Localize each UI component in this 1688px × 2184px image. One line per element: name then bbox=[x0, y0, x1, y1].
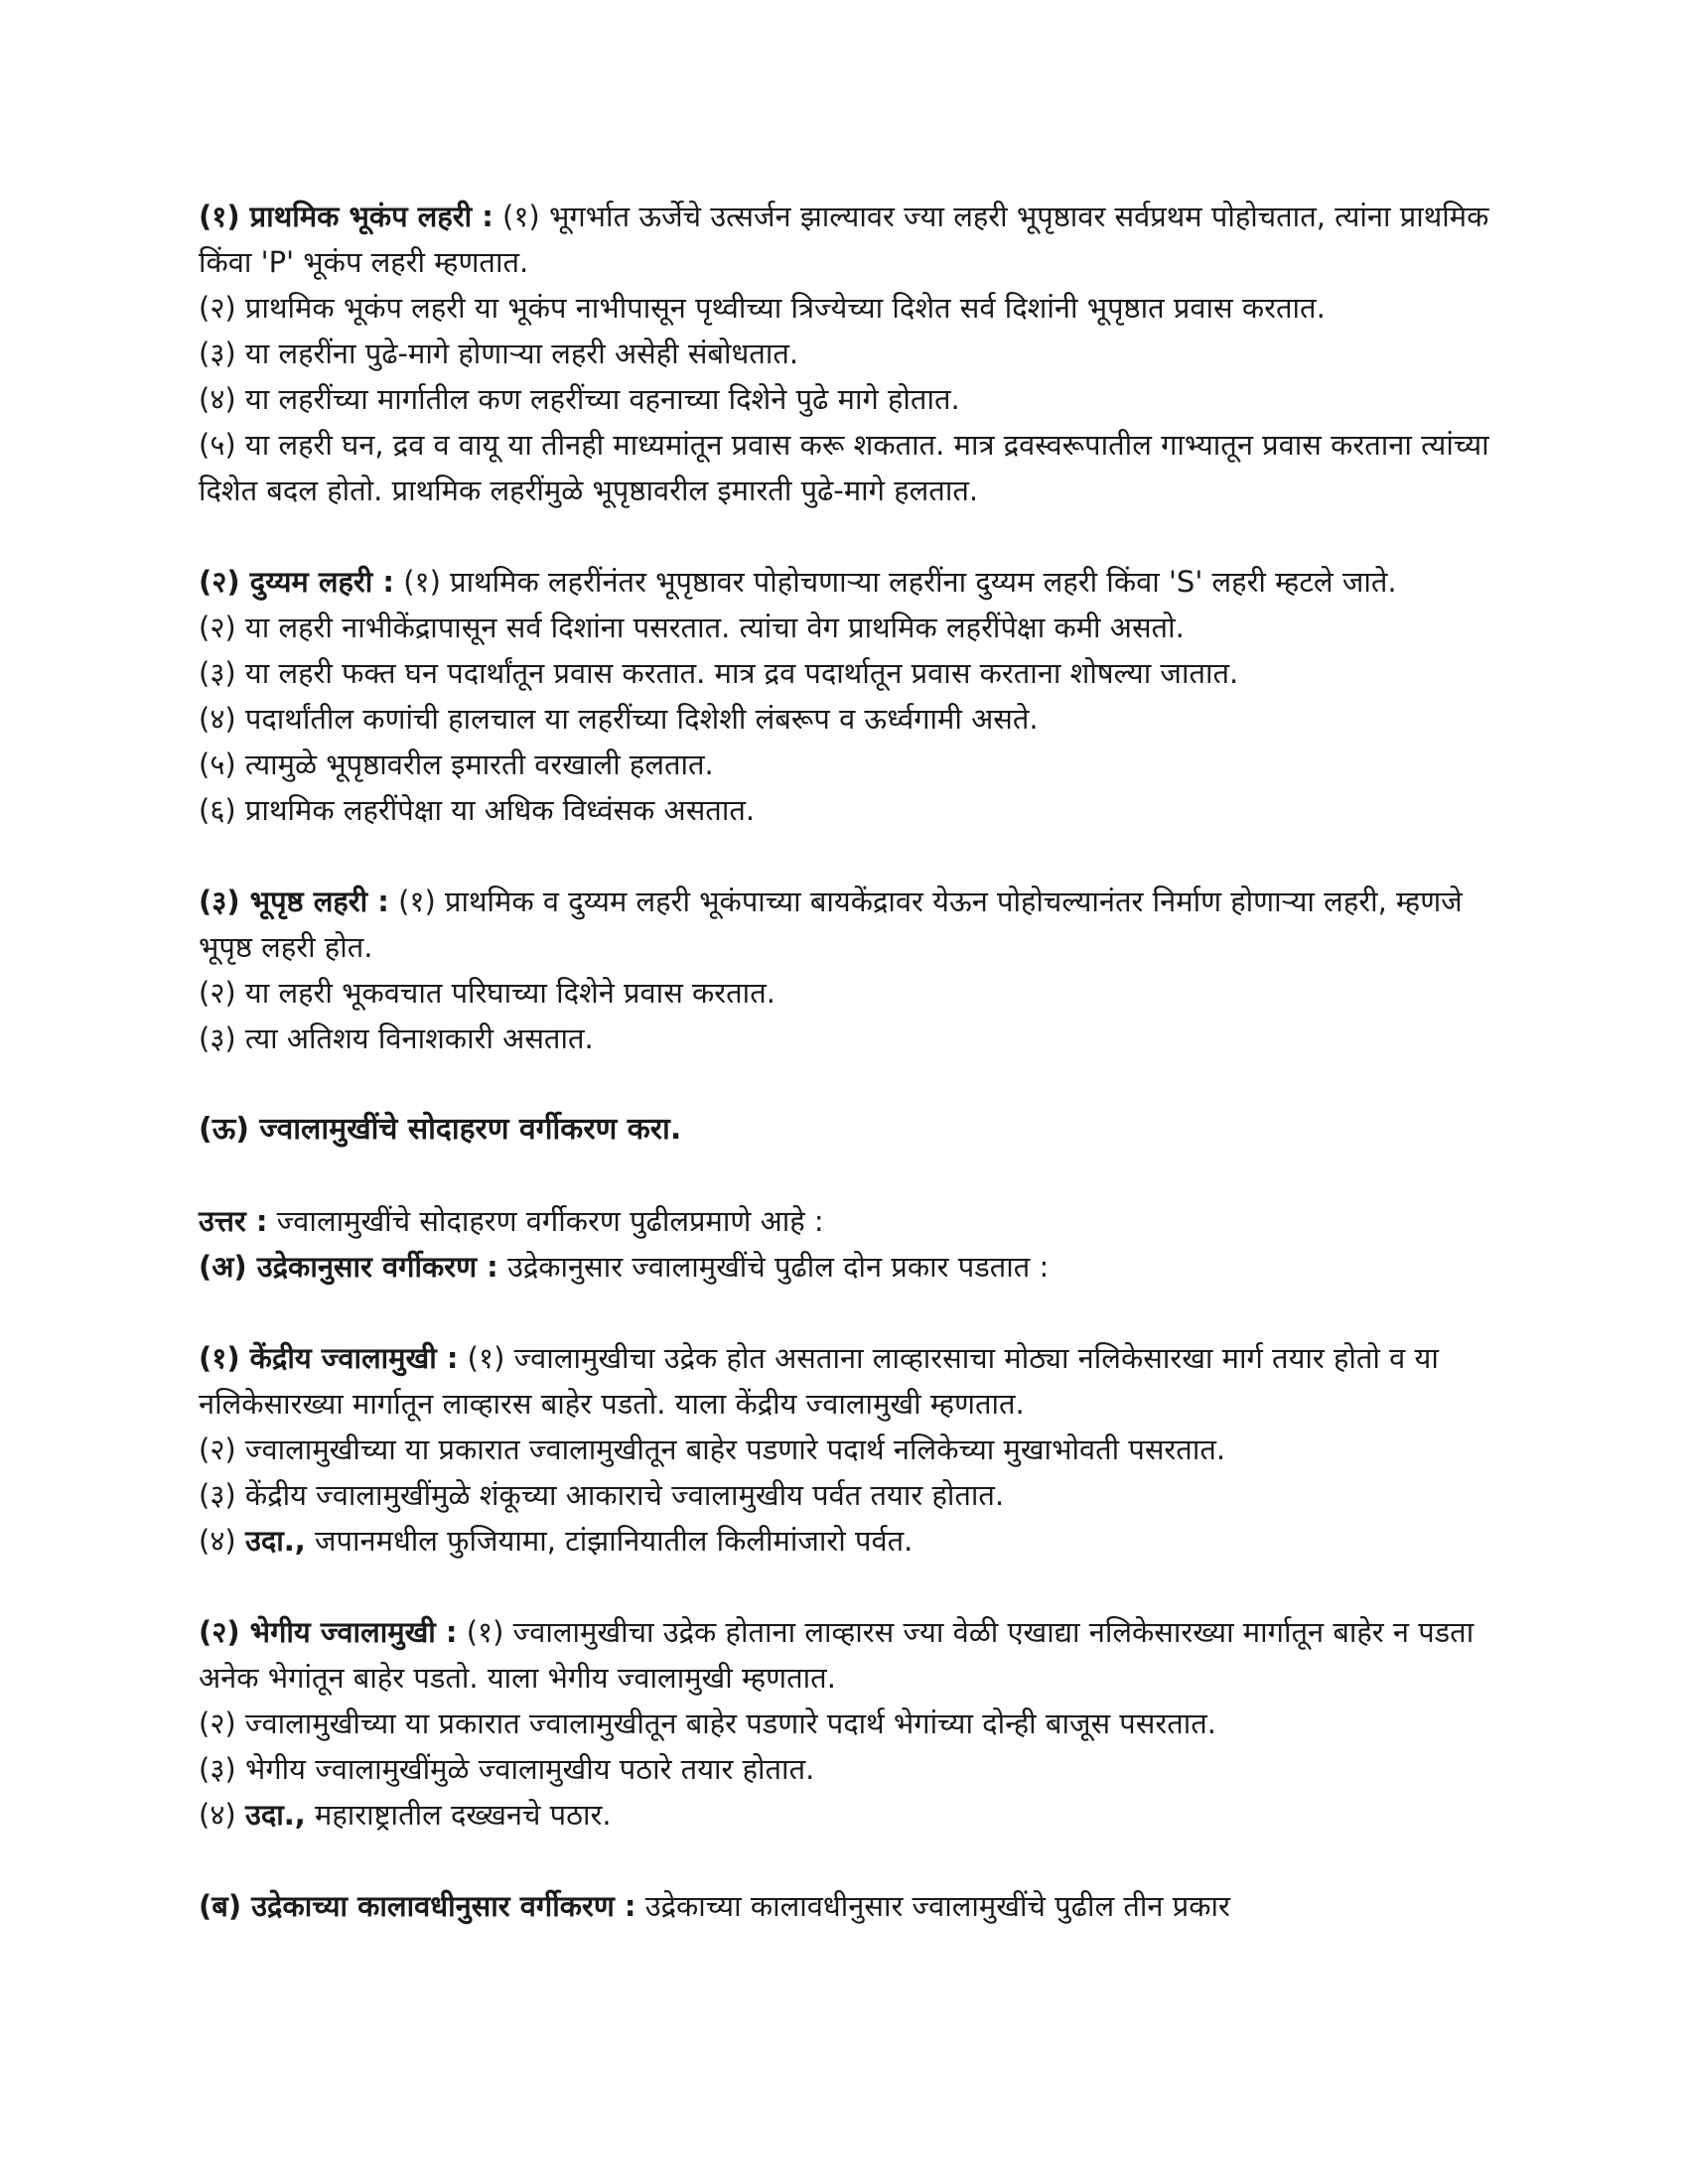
paragraph: (५) या लहरी घन, द्रव व वायू या तीनही माध्यमांतून प्रवास करू शकतात. मात्र द्रवस्वरूपातील गाभ्यातून प्रवास करताना त्यांच्या दिशेत बदल होतो. प्राथमिक लहरींमुळे भूपृष्ठावरील इमारती पुढे-मागे हलतात. bbox=[199, 428, 1489, 507]
section-heading: (१) केंद्रीय ज्वालामुखी : bbox=[199, 1341, 459, 1375]
subsection-heading: (अ) उद्रेकानुसार वर्गीकरण : bbox=[199, 1250, 498, 1284]
example-label: उदा., bbox=[244, 1524, 306, 1558]
paragraph: (३) केंद्रीय ज्वालामुखींमुळे शंकूच्या आकाराचे ज्वालामुखीय पर्वत तयार होतात. bbox=[199, 1478, 1005, 1512]
section-primary-waves bbox=[199, 194, 1509, 513]
paragraph-text: (१) ज्वालामुखीचा उद्रेक होत असताना लाव्हारसाचा मोठ्या नलिकेसारखा मार्ग तयार होतो व या नलिकेसारख्या मार्गातून लाव्हारस बाहेर पडतो. याला केंद्रीय ज्वालामुखी म्हणतात. bbox=[199, 1341, 1439, 1421]
paragraph bbox=[199, 194, 1509, 285]
section-secondary-waves bbox=[199, 559, 1509, 833]
paragraph: (३) या लहरींना पुढे-मागे होणाऱ्या लहरी असेही संबोधतात. bbox=[199, 337, 799, 370]
paragraph-text: ज्वालामुखींचे सोदाहरण वर्गीकरण पुढीलप्रमाणे आहे : bbox=[267, 1204, 824, 1238]
paragraph: (६) प्राथमिक लहरींपेक्षा या अधिक विध्वंसक असतात. bbox=[199, 793, 756, 827]
paragraph-text: (१) भूगर्भात ऊर्जेचे उत्सर्जन झाल्यावर ज्या लहरी भूपृष्ठावर सर्वप्रथम पोहोचतात, त्यांना प्राथमिक किंवा 'P' भूकंप लहरी म्हणतात. bbox=[199, 200, 1489, 279]
section-central-volcano bbox=[199, 1335, 1509, 1564]
paragraph bbox=[199, 1792, 1509, 1838]
paragraph bbox=[199, 1244, 1509, 1290]
subsection-heading: (ब) उद्रेकाच्या कालावधीनुसार वर्गीकरण : bbox=[199, 1889, 636, 1923]
paragraph: (२) ज्वालामुखीच्या या प्रकारात ज्वालामुखीतून बाहेर पडणारे पदार्थ नलिकेच्या मुखाभोवती पसरतात. bbox=[199, 1433, 1226, 1466]
section-surface-waves bbox=[199, 879, 1509, 1061]
item-number: (४) bbox=[199, 1524, 245, 1558]
paragraph-text: महाराष्ट्रातील दख्खनचे पठार. bbox=[305, 1798, 612, 1832]
paragraph bbox=[199, 1198, 1509, 1244]
paragraph bbox=[199, 1335, 1509, 1427]
section-question bbox=[199, 1107, 1509, 1153]
section-heading: (३) भूपृष्ठ लहरी : bbox=[199, 885, 389, 918]
paragraph: (३) भेगीय ज्वालामुखींमुळे ज्वालामुखीय पठारे तयार होतात. bbox=[199, 1752, 815, 1786]
paragraph: (२) या लहरी नाभीकेंद्रापासून सर्व दिशांना पसरतात. त्यांचा वेग प्राथमिक लहरींपेक्षा कमी असतो. bbox=[199, 611, 1185, 644]
paragraph bbox=[199, 559, 1509, 605]
paragraph: (४) पदार्थांतील कणांची हालचाल या लहरींच्या दिशेशी लंबरूप व ऊर्ध्वगामी असते. bbox=[199, 702, 1039, 736]
paragraph-text: (१) प्राथमिक व दुय्यम लहरी भूकंपाच्या बायकेंद्रावर येऊन पोहोचल्यानंतर निर्माण होणाऱ्या लहरी, म्हणजे भूपृष्ठ लहरी होत. bbox=[199, 885, 1463, 964]
paragraph-text: (१) प्राथमिक लहरींनंतर भूपृष्ठावर पोहोचणाऱ्या लहरींना दुय्यम लहरी किंवा 'S' लहरी म्हटले जाते. bbox=[393, 565, 1397, 599]
section-answer bbox=[199, 1198, 1509, 1290]
paragraph: (२) प्राथमिक भूकंप लहरी या भूकंप नाभीपासून पृथ्वीच्या त्रिज्येच्या दिशेत सर्व दिशांनी भूपृष्ठात प्रवास करतात. bbox=[199, 291, 1326, 325]
section-heading: (२) भेगीय ज्वालामुखी : bbox=[199, 1615, 458, 1649]
section-duration-classification bbox=[199, 1883, 1509, 1929]
section-heading: (१) प्राथमिक भूकंप लहरी : bbox=[199, 200, 493, 233]
paragraph: (५) त्यामुळे भूपृष्ठावरील इमारती वरखाली हलतात. bbox=[199, 748, 714, 781]
answer-label: उत्तर : bbox=[199, 1204, 268, 1238]
example-label: उदा., bbox=[244, 1798, 306, 1832]
paragraph-text: जपानमधील फुजियामा, टांझानियातील किलीमांजारो पर्वत. bbox=[305, 1524, 914, 1558]
paragraph: (४) या लहरींच्या मार्गातील कण लहरींच्या वहनाच्या दिशेने पुढे मागे होतात. bbox=[199, 382, 960, 416]
paragraph bbox=[199, 1609, 1509, 1701]
paragraph: (३) या लहरी फक्त घन पदार्थांतून प्रवास करतात. मात्र द्रव पदार्थातून प्रवास करताना शोषल्या जातात. bbox=[199, 656, 1239, 690]
paragraph: (३) त्या अतिशय विनाशकारी असतात. bbox=[199, 1022, 594, 1055]
paragraph-text: (१) ज्वालामुखीचा उद्रेक होताना लाव्हारस ज्या वेळी एखाद्या नलिकेसारख्या मार्गातून बाहेर न पडता अनेक भेगांतून बाहेर पडतो. याला भेगीय ज्वालामुखी म्हणतात. bbox=[199, 1615, 1475, 1695]
section-heading: (२) दुय्यम लहरी : bbox=[199, 565, 394, 599]
paragraph bbox=[199, 879, 1509, 970]
paragraph-text: उद्रेकाच्या कालावधीनुसार ज्वालामुखींचे पुढील तीन प्रकार bbox=[635, 1889, 1230, 1923]
paragraph bbox=[199, 1518, 1509, 1564]
paragraph bbox=[199, 1883, 1509, 1929]
paragraph: (२) ज्वालामुखीच्या या प्रकारात ज्वालामुखीतून बाहेर पडणारे पदार्थ भेगांच्या दोन्ही बाजूस पसरतात. bbox=[199, 1706, 1217, 1740]
paragraph-text: उद्रेकानुसार ज्वालामुखींचे पुढील दोन प्रकार पडतात : bbox=[497, 1250, 1050, 1284]
section-fissure-volcano bbox=[199, 1609, 1509, 1838]
paragraph: (२) या लहरी भूकवचात परिघाच्या दिशेने प्रवास करतात. bbox=[199, 976, 775, 1010]
item-number: (४) bbox=[199, 1798, 245, 1832]
question-heading: (ऊ) ज्वालामुखींचे सोदाहरण वर्गीकरण करा. bbox=[199, 1112, 682, 1147]
